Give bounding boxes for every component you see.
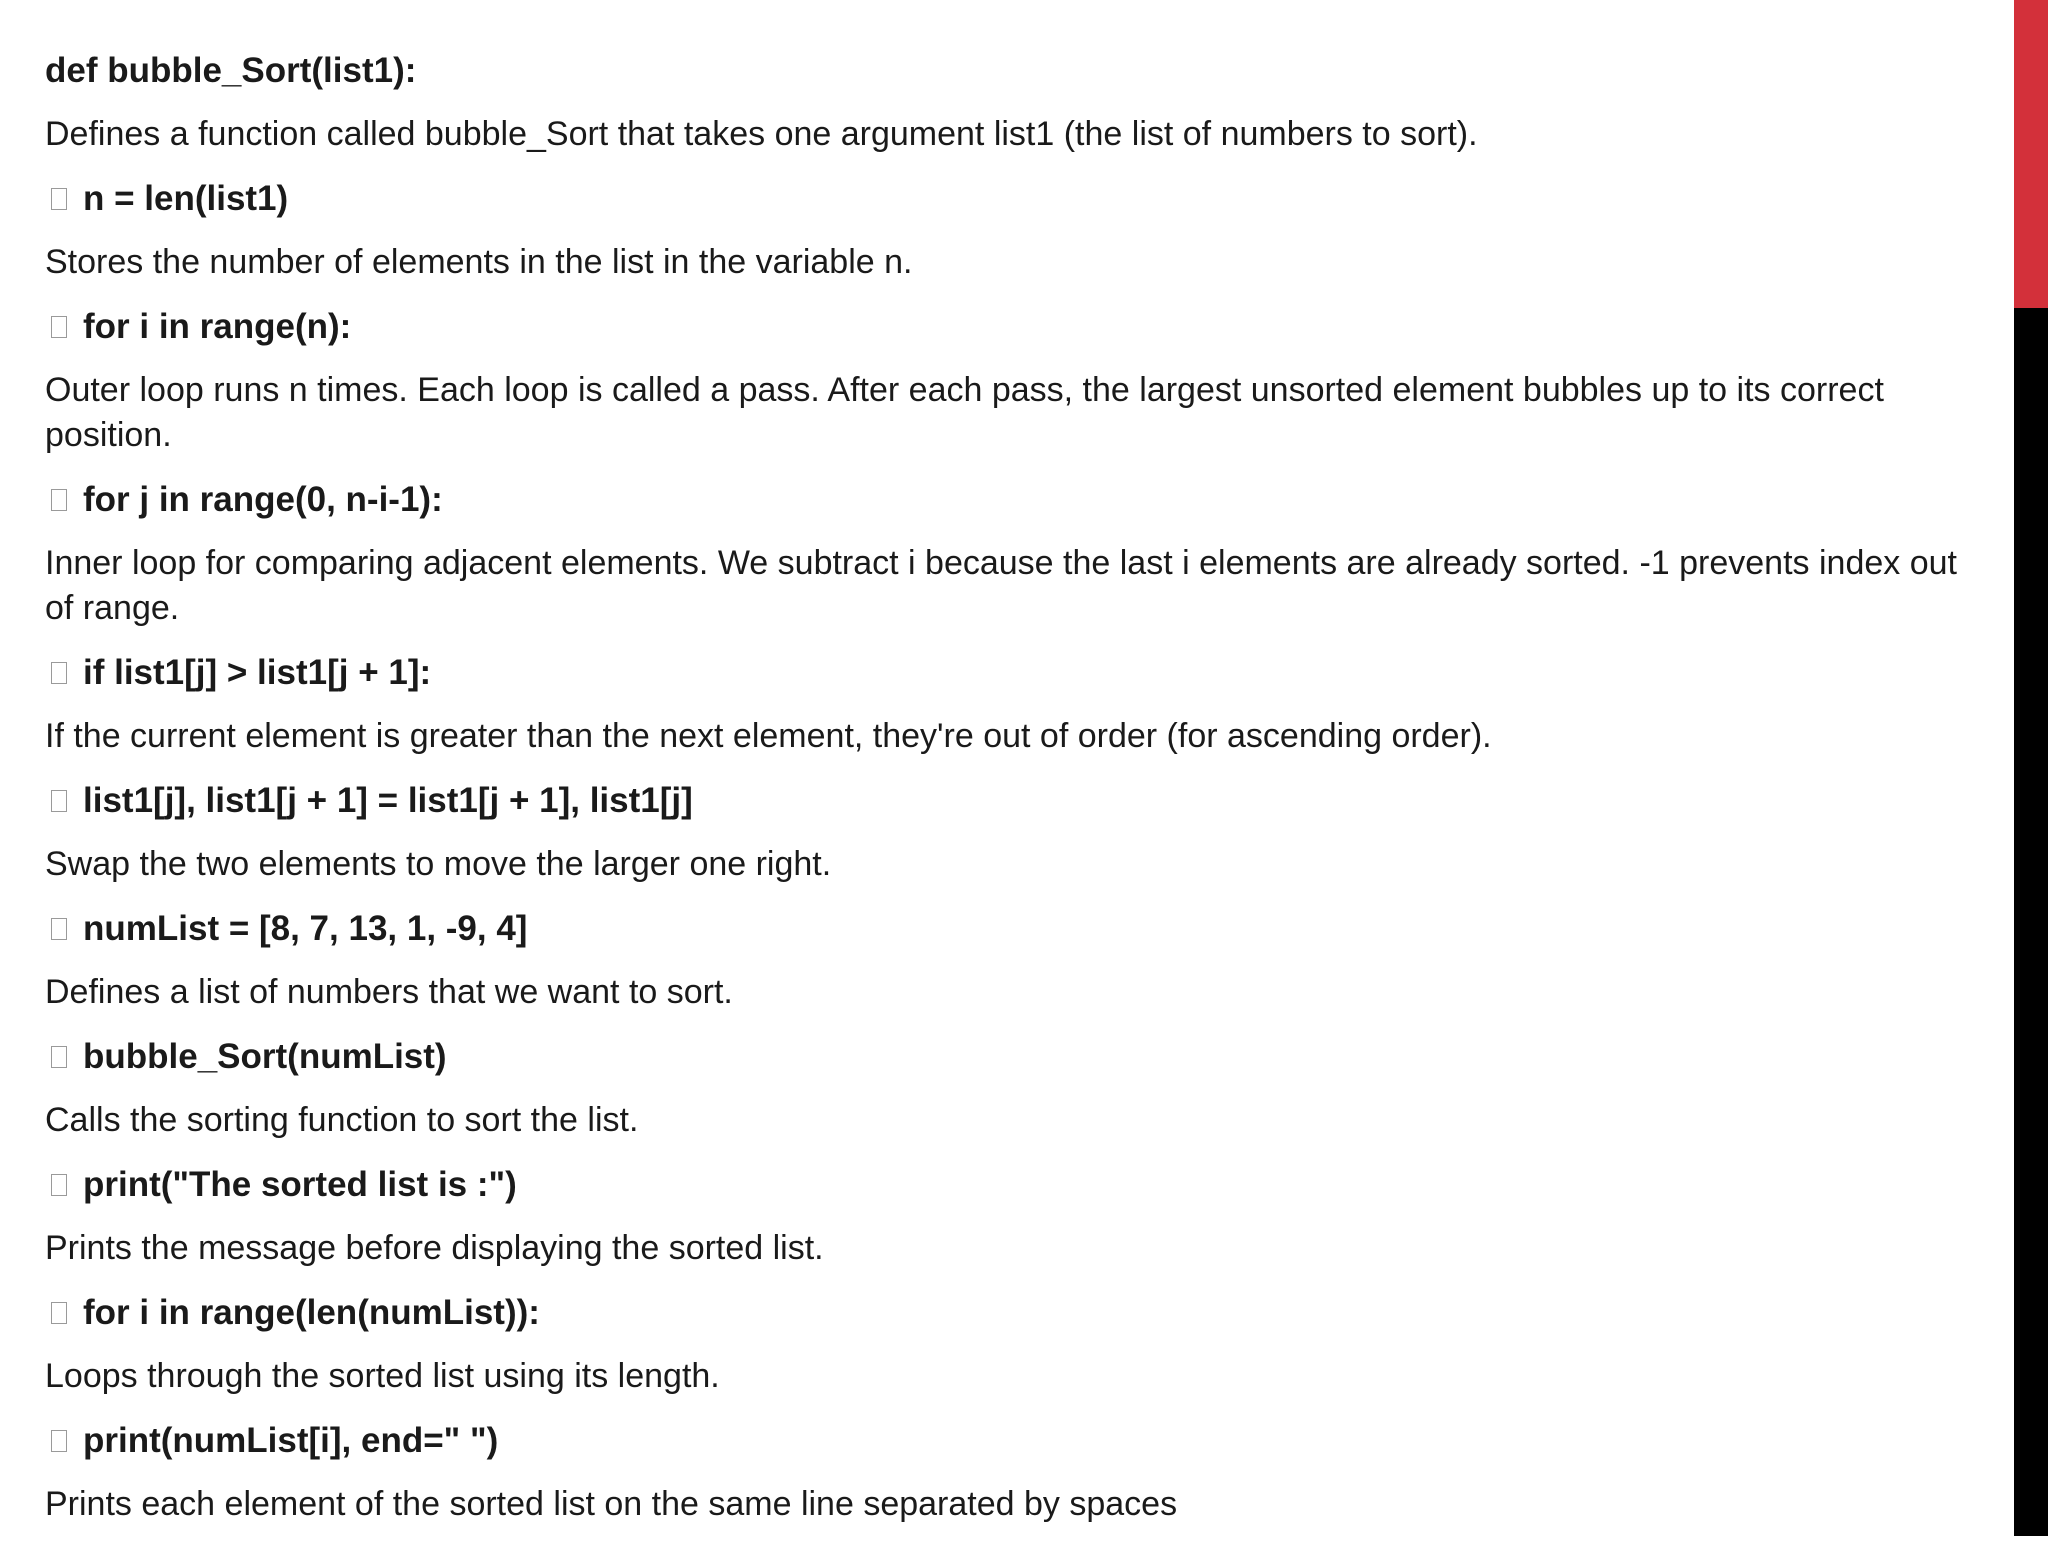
empty-square-bullet-icon xyxy=(51,1302,67,1324)
description-call-sort: Calls the sorting function to sort the list. xyxy=(45,1101,639,1139)
empty-square-bullet-icon xyxy=(51,662,67,684)
code-line-compare xyxy=(45,652,1975,694)
empty-square-bullet-icon xyxy=(51,188,67,210)
description-print-loop: Loops through the sorted list using its length. xyxy=(45,1357,720,1395)
code-line-function-def xyxy=(45,50,1975,92)
code-text: print(numList[i], end=" ") xyxy=(83,1421,499,1460)
code-text: if list1[j] > list1[j + 1]: xyxy=(83,653,432,692)
code-line-len xyxy=(45,178,1975,220)
code-line-outer-loop xyxy=(45,306,1975,348)
description-len: Stores the number of elements in the list in the variable n. xyxy=(45,243,913,281)
description-inner-loop: Inner loop for comparing adjacent elements. We subtract i because the last i elements are already sorted. -1 prevents index out of range. xyxy=(45,544,1957,627)
accent-bar-red xyxy=(2014,0,2048,308)
code-text: numList = [8, 7, 13, 1, -9, 4] xyxy=(83,909,528,948)
code-line-numlist xyxy=(45,908,1975,950)
empty-square-bullet-icon xyxy=(51,316,67,338)
slide-content xyxy=(45,50,1975,1548)
code-text: for i in range(len(numList)): xyxy=(83,1293,540,1332)
code-line-swap xyxy=(45,780,1975,822)
empty-square-bullet-icon xyxy=(51,489,67,511)
code-line-call-sort xyxy=(45,1036,1975,1078)
empty-square-bullet-icon xyxy=(51,1174,67,1196)
empty-square-bullet-icon xyxy=(51,790,67,812)
description-print-element: Prints each element of the sorted list on the same line separated by spaces xyxy=(45,1485,1178,1523)
code-line-print-loop xyxy=(45,1292,1975,1334)
description-numlist: Defines a list of numbers that we want to sort. xyxy=(45,973,733,1011)
description-outer-loop: Outer loop runs n times. Each loop is called a pass. After each pass, the largest unsorted element bubbles up to its correct position. xyxy=(45,371,1884,454)
empty-square-bullet-icon xyxy=(51,1430,67,1452)
description-print-message: Prints the message before displaying the sorted list. xyxy=(45,1229,824,1267)
empty-square-bullet-icon xyxy=(51,1046,67,1068)
code-text: list1[j], list1[j + 1] = list1[j + 1], list1[j] xyxy=(83,781,693,820)
description-compare: If the current element is greater than the next element, they're out of order (for ascending order). xyxy=(45,717,1492,755)
description-function-def: Defines a function called bubble_Sort that takes one argument list1 (the list of numbers to sort). xyxy=(45,115,1478,153)
empty-square-bullet-icon xyxy=(51,918,67,940)
code-line-print-element xyxy=(45,1420,1975,1462)
code-text: bubble_Sort(numList) xyxy=(83,1037,447,1076)
code-text: def bubble_Sort(list1): xyxy=(45,51,417,90)
accent-bar-black xyxy=(2014,308,2048,1536)
description-swap: Swap the two elements to move the larger one right. xyxy=(45,845,832,883)
code-line-print-message xyxy=(45,1164,1975,1206)
code-line-inner-loop xyxy=(45,479,1975,521)
code-text: for j in range(0, n-i-1): xyxy=(83,480,443,519)
code-text: n = len(list1) xyxy=(83,179,289,218)
code-text: for i in range(n): xyxy=(83,307,352,346)
code-text: print("The sorted list is :") xyxy=(83,1165,517,1204)
